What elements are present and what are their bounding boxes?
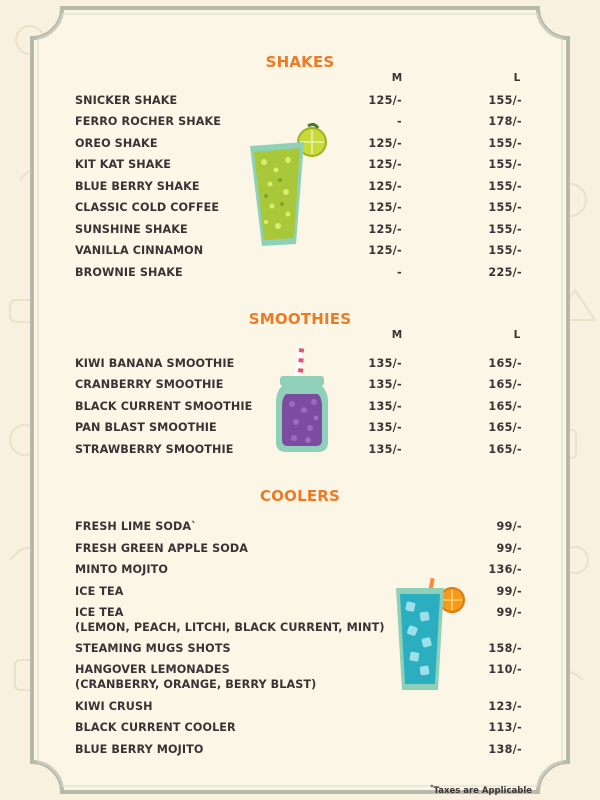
item-options: (CRANBERRY, ORANGE, BERRY BLAST) (75, 678, 317, 691)
item-name: KIT KAT SHAKE (75, 158, 172, 171)
item-name (75, 642, 231, 655)
item-name (75, 663, 316, 691)
price-large: 165/- (488, 421, 522, 434)
item-name (75, 700, 153, 713)
item-name: STRAWBERRY SMOOTHIE (75, 443, 234, 456)
smoothies-col-l: L (513, 329, 521, 341)
price-large: 225/- (488, 266, 522, 279)
item-name: BROWNIE SHAKE (75, 266, 183, 279)
price-medium: - (397, 266, 402, 279)
price-medium: 125/- (368, 201, 402, 214)
price: 99/- (496, 606, 522, 619)
item-title: FRESH GREEN APPLE SODA (75, 542, 248, 555)
blueberry-mason-jar-icon (272, 344, 334, 454)
coolers-heading: COOLERS (259, 487, 341, 505)
blue-cooler-glass-icon (390, 578, 470, 698)
price-medium: 125/- (368, 158, 402, 171)
price-large: 178/- (488, 115, 522, 128)
price-medium: 125/- (368, 94, 402, 107)
item-title: ICE TEA (75, 606, 124, 619)
price: 110/- (488, 663, 522, 676)
price-large: 155/- (488, 201, 522, 214)
price-large: 155/- (488, 223, 522, 236)
item-name: OREO SHAKE (75, 137, 158, 150)
item-title: BLACK CURRENT COOLER (75, 721, 236, 734)
price: 99/- (496, 585, 522, 598)
price-medium: 125/- (368, 244, 402, 257)
menu-row (0, 520, 600, 536)
item-title: FRESH LIME SODA` (75, 520, 197, 533)
price: 138/- (488, 743, 522, 756)
item-name: BLACK CURRENT SMOOTHIE (75, 400, 253, 413)
price-medium: 125/- (368, 137, 402, 150)
item-options: (LEMON, PEACH, LITCHI, BLACK CURRENT, MINT) (75, 621, 385, 634)
price-medium: 135/- (368, 357, 402, 370)
item-name: VANILLA CINNAMON (75, 244, 204, 257)
price-medium: 135/- (368, 378, 402, 391)
price-large: 155/- (488, 158, 522, 171)
taxes-note: *Taxes are Applicable (430, 784, 532, 796)
menu-row (0, 700, 600, 716)
price: 99/- (496, 542, 522, 555)
item-name (75, 721, 236, 734)
menu-row (0, 542, 600, 558)
price: 123/- (488, 700, 522, 713)
price-large: 165/- (488, 443, 522, 456)
item-name: CLASSIC COLD COFFEE (75, 201, 220, 214)
price: 113/- (488, 721, 522, 734)
shakes-col-m: M (391, 72, 403, 84)
price-medium: - (397, 115, 402, 128)
item-name: KIWI BANANA SMOOTHIE (75, 357, 235, 370)
price-medium: 125/- (368, 180, 402, 193)
price-medium: 135/- (368, 443, 402, 456)
menu-row (0, 585, 600, 601)
item-name (75, 520, 197, 533)
price: 158/- (488, 642, 522, 655)
smoothies-col-m: M (391, 329, 403, 341)
item-name (75, 542, 248, 555)
price-medium: 125/- (368, 223, 402, 236)
menu-row (0, 663, 600, 691)
shakes-heading: SHAKES (265, 53, 335, 71)
item-title: HANGOVER LEMONADES (75, 663, 230, 676)
price-large: 155/- (488, 94, 522, 107)
item-name (75, 585, 124, 598)
price: 136/- (488, 563, 522, 576)
price-medium: 135/- (368, 421, 402, 434)
menu-row (0, 743, 600, 759)
price-large: 155/- (488, 137, 522, 150)
item-title: ICE TEA (75, 585, 124, 598)
menu-row (0, 94, 600, 110)
price-large: 155/- (488, 244, 522, 257)
item-title: MINTO MOJITO (75, 563, 169, 576)
menu-row (0, 266, 600, 282)
item-name: PAN BLAST SMOOTHIE (75, 421, 217, 434)
item-title: BLUE BERRY MOJITO (75, 743, 204, 756)
item-name: BLUE BERRY SHAKE (75, 180, 200, 193)
price-large: 165/- (488, 378, 522, 391)
item-title: KIWI CRUSH (75, 700, 153, 713)
item-name: SNICKER SHAKE (75, 94, 178, 107)
menu-row (0, 606, 600, 634)
menu-row (0, 642, 600, 658)
item-title: STEAMING MUGS SHOTS (75, 642, 231, 655)
price: 99/- (496, 520, 522, 533)
price-large: 165/- (488, 357, 522, 370)
item-name: FERRO ROCHER SHAKE (75, 115, 221, 128)
smoothies-heading: SMOOTHIES (248, 310, 352, 328)
item-name: SUNSHINE SHAKE (75, 223, 188, 236)
price-large: 155/- (488, 180, 522, 193)
item-name (75, 563, 168, 576)
item-name (75, 606, 385, 634)
price-medium: 135/- (368, 400, 402, 413)
menu-row (0, 563, 600, 579)
price-large: 165/- (488, 400, 522, 413)
green-shake-glass-icon (242, 122, 332, 250)
shakes-col-l: L (513, 72, 521, 84)
item-name: CRANBERRY SMOOTHIE (75, 378, 224, 391)
menu-row (0, 721, 600, 737)
item-name (75, 743, 203, 756)
